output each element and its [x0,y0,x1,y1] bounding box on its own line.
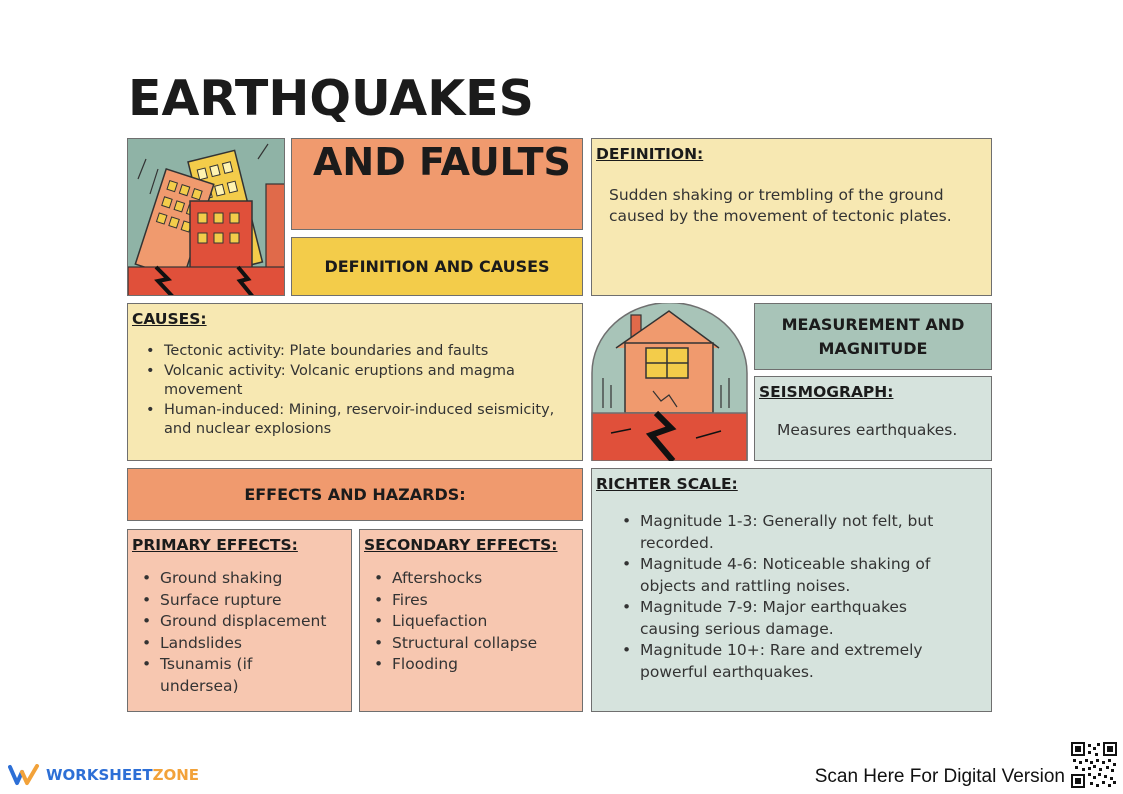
definition-text: Sudden shaking or trembling of the ground caused by the movement of tectonic plates. [609,186,952,225]
seismograph-heading: SEISMOGRAPH: [759,383,894,401]
list-item: • Surface rupture [136,590,351,612]
scan-text: Scan Here For Digital Version [814,766,1065,787]
brand-name-part1: WORKSHEET [46,766,153,784]
definition-box [591,138,992,296]
list-item: • Ground shaking [136,568,351,590]
richter-scale-list [616,511,956,683]
causes-heading: CAUSES: [132,310,207,328]
measurement-label: MEASUREMENT AND MAGNITUDE [754,303,992,370]
secondary-effects-heading: SECONDARY EFFECTS: [364,536,558,554]
list-item: • Magnitude 10+: Rare and extremely powerful earthquakes. [616,640,956,683]
primary-effects-heading: PRIMARY EFFECTS: [132,536,298,554]
causes-list [140,342,560,440]
list-item: • Structural collapse [368,633,578,655]
seismograph-text: Measures earthquakes. [777,421,958,439]
definition-heading: DEFINITION: [596,145,704,163]
list-item: • Tsunamis (if undersea) [136,654,286,697]
richter-scale-heading: RICHTER SCALE: [596,475,738,493]
collapsing-buildings-illustration [127,138,285,296]
list-item: • Flooding [368,654,578,676]
page-subtitle: AND FAULTS [313,140,571,184]
list-item: • Tectonic activity: Plate boundaries and faults [140,342,560,362]
effects-label: EFFECTS AND HAZARDS: [127,468,583,521]
worksheetzone-logo-icon [8,764,40,786]
list-item: • Volcanic activity: Volcanic eruptions and magma movement [140,362,560,401]
footer-brand[interactable] [8,764,199,786]
list-item: • Ground displacement [136,611,351,633]
definition-causes-label: DEFINITION AND CAUSES [291,237,583,296]
list-item: • Fires [368,590,578,612]
buildings-drawing [128,139,285,296]
primary-effects-box [127,529,352,712]
brand-name [46,766,199,784]
list-item: • Human-induced: Mining, reservoir-induced seismicity, and nuclear explosions [140,401,560,440]
causes-box [127,303,583,461]
list-item: • Aftershocks [368,568,578,590]
house-drawing [591,303,748,461]
richter-scale-box [591,468,992,712]
brand-name-part2: ZONE [152,766,199,784]
secondary-effects-box [359,529,583,712]
list-item: • Magnitude 1-3: Generally not felt, but recorded. [616,511,956,554]
list-item: • Magnitude 7-9: Major earthquakes causing serious damage. [616,597,956,640]
primary-effects-list [136,568,351,697]
qr-code-drawing [1071,742,1117,788]
list-item: • Liquefaction [368,611,578,633]
cracked-house-illustration [591,303,748,461]
list-item: • Magnitude 4-6: Noticeable shaking of objects and rattling noises. [616,554,956,597]
page-title: EARTHQUAKES [128,70,534,127]
qr-code-icon[interactable] [1071,742,1117,788]
list-item: • Landslides [136,633,351,655]
secondary-effects-list [368,568,578,676]
seismograph-box [754,376,992,461]
